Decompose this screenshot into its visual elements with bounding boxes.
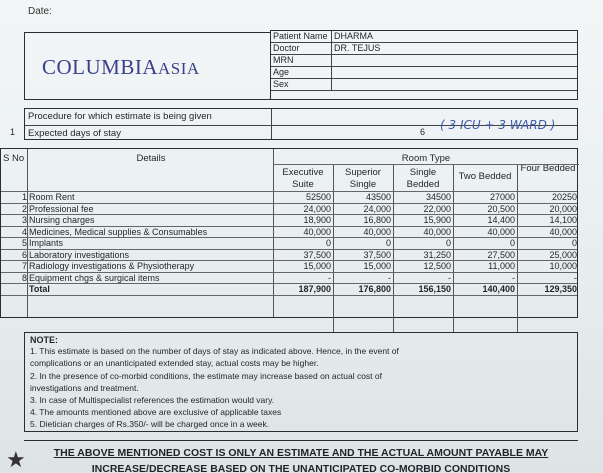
single-bedded-header: Single Bedded [406,167,440,190]
cost-value: 43500 [365,192,391,202]
disclaimer [24,440,578,473]
row-number: 1 [21,192,27,202]
sex-label: Sex [273,79,289,89]
cost-value: 52500 [305,192,331,202]
cost-value: - [328,272,331,283]
cost-value: 12,500 [423,261,451,271]
expected-stay-label: Expected days of stay [25,125,577,141]
cost-value: 0 [571,238,577,248]
procedure-divider [271,109,272,139]
disclaimer-line-2: INCREASE/DECREASE BASED ON THE UNANTICIPATED CO-MORBID CONDITIONS [91,463,511,473]
cost-value: 15,000 [363,261,391,271]
cost-value: 27000 [489,192,515,202]
star-icon: ★ [6,447,26,472]
cost-value: 24,000 [363,203,391,214]
cost-value: 31,250 [423,249,451,260]
cost-value: 16,800 [363,215,391,225]
two-bedded-header: Two Bedded [458,171,512,182]
row-number: 5 [21,238,27,248]
procedure-number: 1 [10,127,16,137]
patient-name-label: Patient Name [273,31,328,41]
cost-value: 27,500 [487,249,515,260]
superior-single-header: Superior Single [345,167,381,190]
cost-value: 0 [509,238,515,248]
note-item: 5. Dietician charges of Rs.350/- will be charged once in a week. [30,419,270,429]
note-item: complications or an unanticipated extended stay, actual costs may be higher. [30,358,319,368]
row-description: Equipment chgs & surgical items [29,272,160,283]
cost-value: 11,000 [488,261,515,271]
cost-value: 14,100 [549,215,577,225]
total-value: 129,350 [544,284,577,294]
mrn-value [331,55,334,66]
doctor-label: Doctor [273,43,300,53]
cost-value: 40,000 [423,226,451,237]
cost-table [0,148,578,318]
cost-value: - [448,272,451,283]
cost-value: 40,000 [549,226,577,237]
notes-box [24,332,578,432]
procedure-label: Procedure for which estimate is being given [28,111,212,122]
total-value: 187,900 [298,284,331,294]
note-item: 2. In the presence of co-morbid conditions, the estimate may increase based on actual cost of [30,371,382,381]
cost-value: 20,000 [549,203,577,214]
total-value: 176,800 [358,284,391,294]
mrn-label: MRN [273,55,294,65]
doctor-value: DR. TEJUS [331,43,380,54]
sno-header: S No [3,153,25,164]
cost-value: 40,000 [303,226,331,237]
cost-value: - [388,272,391,283]
cost-value: 34500 [425,192,451,202]
logo-text-main: COLUMBIA [42,55,159,79]
row-description: Medicines, Medical supplies & Consumables [29,226,208,237]
cost-value: 20,500 [487,203,515,214]
cost-value: 15,000 [303,261,331,271]
room-type-header: Room Type [401,153,451,164]
cost-value: 14,400 [487,215,515,225]
cost-value: 0 [385,238,391,248]
sex-row [271,79,577,91]
sex-value [331,79,334,90]
note-item: 3. In case of Multispecialist references the estimation would vary. [30,395,275,405]
row-description: Room Rent [29,192,75,202]
total-value: 140,400 [482,284,515,294]
row-number: 3 [21,215,27,225]
executive-suite-header: Executive Suite [282,167,324,190]
row-number: 8 [21,272,27,283]
handwritten-note: ( 3 ICU + 3 WARD ) [440,118,556,132]
cost-value: 37,500 [363,249,391,260]
note-item: investigations and treatment. [30,383,139,393]
disclaimer-line-1: THE ABOVE MENTIONED COST IS ONLY AN ESTIMATE AND THE ACTUAL AMOUNT PAYABLE MAY [53,447,549,459]
cost-value: 25,000 [549,249,577,260]
expected-days-value: 6 [420,127,426,137]
row-description: Professional fee [29,203,94,214]
doctor-row [271,43,577,55]
note-item: 1. This estimate is based on the number of days of stay as indicated above. Hence, in the event of [30,346,399,356]
logo-text-second: ASIA [158,59,200,78]
note-item: 4. The amounts mentioned above are exclusive of applicable taxes [30,407,282,417]
row-description: Implants [29,238,64,248]
cost-value: 10,000 [549,261,577,271]
patient-info-table [270,30,578,100]
row-description: Nursing charges [29,215,95,225]
row-number: 7 [21,261,27,271]
cost-value: 0 [445,238,451,248]
row-number: 6 [21,249,27,260]
date-label: Date: [28,6,52,17]
cost-value: 20250 [551,192,577,202]
cost-value: - [574,272,577,283]
row-description: Laboratory investigations [29,249,130,260]
cost-value: 40,000 [487,226,515,237]
cost-value: 37,500 [303,249,331,260]
hospital-logo [42,55,200,80]
cost-value: 40,000 [363,226,391,237]
col-line [27,149,28,317]
cost-value: 15,900 [423,215,451,225]
four-bedded-header: Four Bedded [520,163,576,174]
row-number: 2 [21,203,27,214]
age-value [331,67,334,78]
age-row [271,67,577,79]
cost-value: 24,000 [303,203,331,214]
cost-value: 0 [325,238,331,248]
row-line [273,164,579,165]
row-description: Radiology investigations & Physiotherapy [29,261,195,271]
age-label: Age [273,67,290,77]
row-number: 4 [21,226,27,237]
cost-value: 22,000 [423,203,451,214]
details-header: Details [136,153,166,164]
mrn-row [271,55,577,67]
patient-name-value: DHARMA [331,31,373,42]
total-value: 156,150 [418,284,451,294]
cost-value: 18,900 [303,215,331,225]
total-label: Total [29,284,50,294]
cost-value: - [512,272,515,283]
patient-name-row [271,31,577,43]
notes-title: NOTE: [30,335,58,345]
